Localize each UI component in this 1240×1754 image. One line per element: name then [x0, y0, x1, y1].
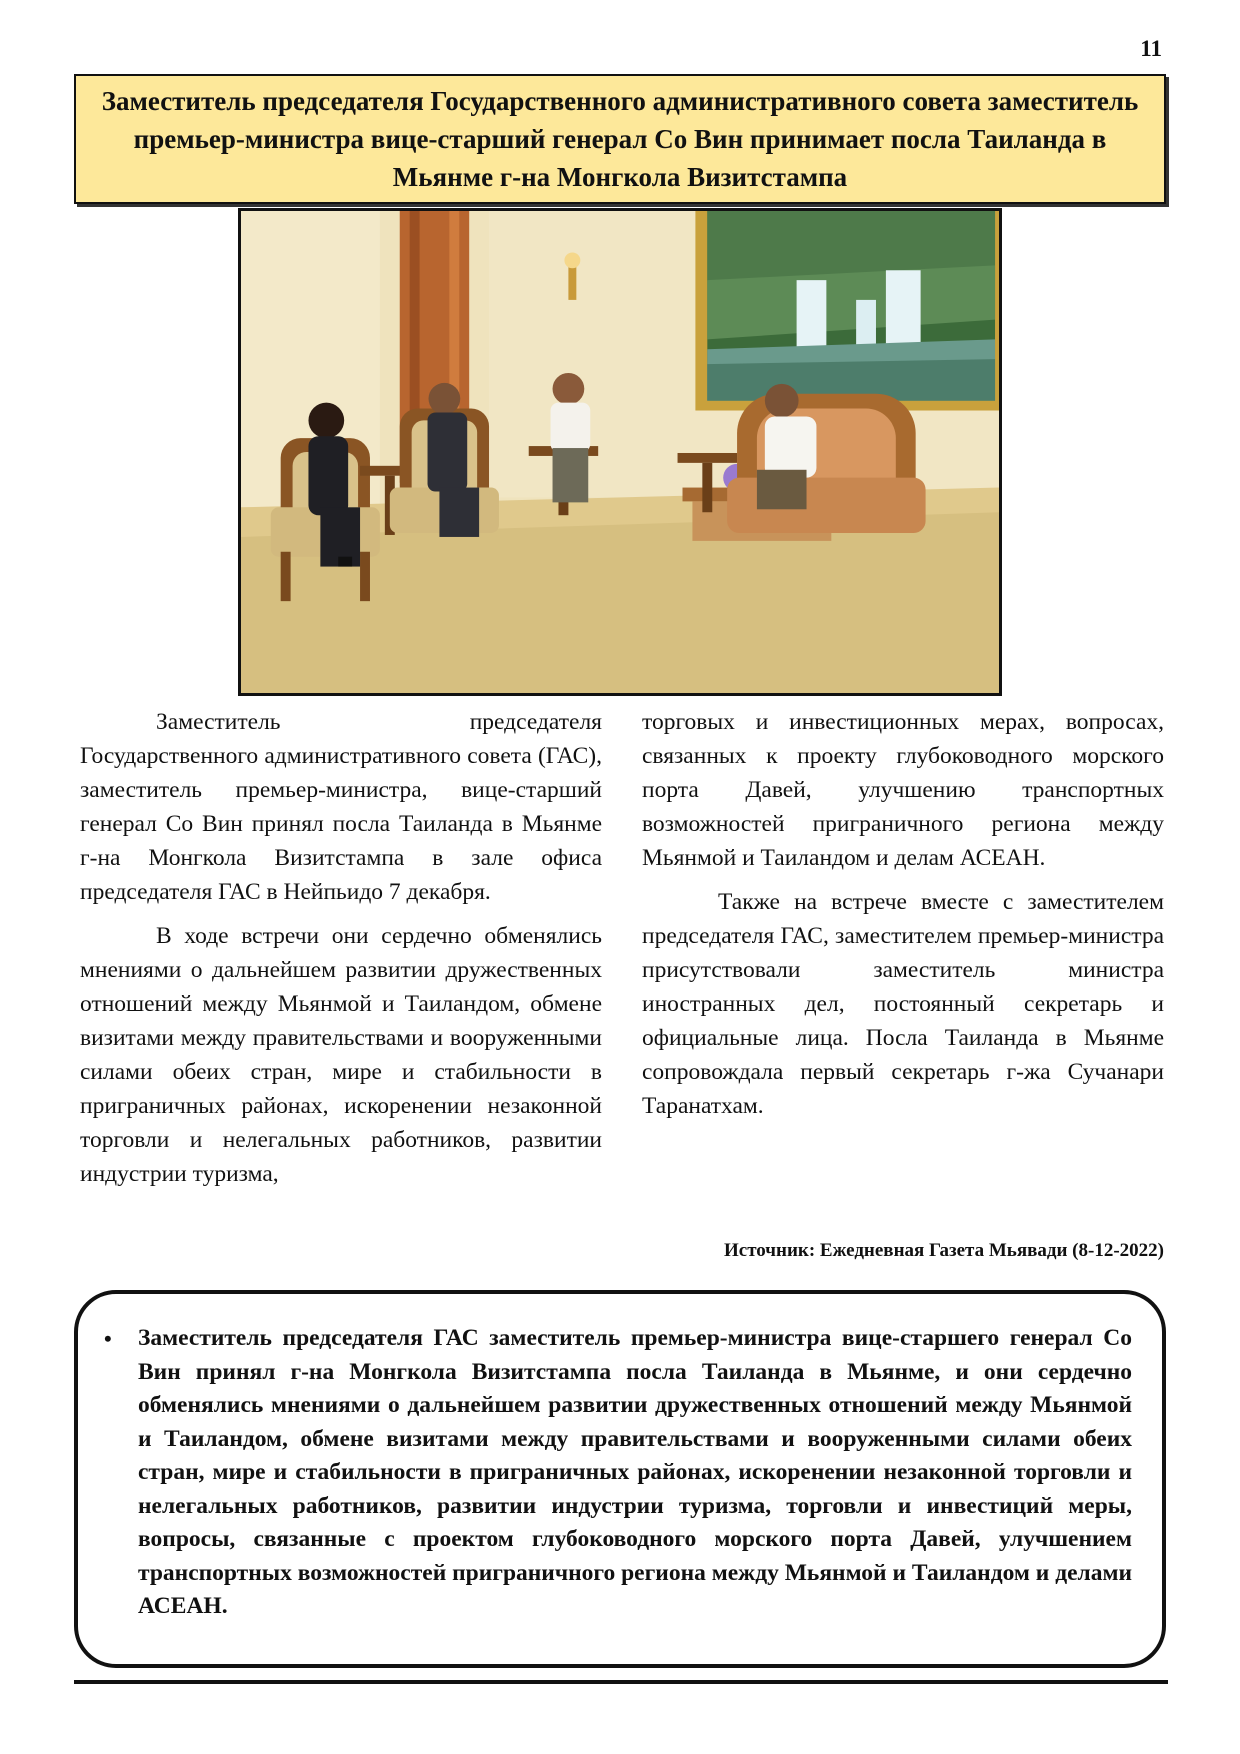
- summary-box: [74, 1290, 1166, 1668]
- bottom-divider: [74, 1680, 1168, 1684]
- meeting-photo: [238, 208, 1002, 696]
- article-paragraph: торговых и инвестиционных мерах, вопросах, связанных к проекту глубоководного морского порта Давей, улучшению транспортных возможностей приграничного региона между Мьянмой и Таиландом и делам АСЕАН.: [642, 709, 1164, 871]
- article-column-right: [642, 705, 1164, 1133]
- summary-list: [104, 1322, 1132, 1624]
- article-column-left: [80, 705, 602, 1201]
- summary-text: Заместитель председателя ГАС заместитель премьер-министра вице-старшего генерал Со Вин принял г-на Монгкола Визитстампа посла Таиланда в Мьянме, и они сердечно обменялись мнениями о дальнейшем развитии дружественных отношений между Мьянмой и Таиландом, обмене визитами между правительствами и вооруженными силами обеих стран, мире и стабильности в приграничных районах, искоренении незаконной торговли и нелегальных работников, развитии индустрии туризма, торговли и инвестиций меры, вопросы, связанные с проектом глубоководного морского порта Давей, улучшением транспортных возможностей приграничного региона между Мьянмой и Таиландом и делами АСЕАН.: [138, 1325, 1132, 1619]
- source-citation: Источник: Ежедневная Газета Мьявади (8-12-2022): [724, 1240, 1164, 1261]
- article-paragraph: Заместитель председателя Государственного административного совета (ГАС), заместитель премьер-министра, вице-старший генерал Со Вин принял посла Таиланда в Мьянме г-на Монгкола Визитстампа в зале офиса председателя ГАС в Нейпьидо 7 декабря.: [80, 709, 602, 905]
- meeting-photo-illustration: [241, 211, 999, 693]
- article-title: Заместитель председателя Государственного административного совета заместитель премьер-министра вице-старший генерал Со Вин принимает посла Таиланда в Мьянме г-на Монгкола Визитстампа: [101, 86, 1139, 192]
- bullet-icon: •: [104, 1326, 112, 1351]
- page-number: 11: [1140, 36, 1162, 61]
- article-paragraph: В ходе встречи они сердечно обменялись мнениями о дальнейшем развитии дружественных отношений между Мьянмой и Таиландом, обмене визитами между правительствами и вооруженными силами обеих стран, мире и стабильности в приграничных районах, искоренении незаконной торговли и нелегальных работников, развитии индустрии туризма,: [80, 923, 602, 1187]
- title-box: [74, 74, 1166, 204]
- summary-item: [104, 1322, 1132, 1624]
- article-paragraph: Также на встрече вместе с заместителем председателя ГАС, заместителем премьер-министра присутствовали заместитель министра иностранных дел, постоянный секретарь и официальные лица. Посла Таиланда в Мьянме сопровождала первый секретарь г-жа Сучанари Таранатхам.: [642, 889, 1164, 1119]
